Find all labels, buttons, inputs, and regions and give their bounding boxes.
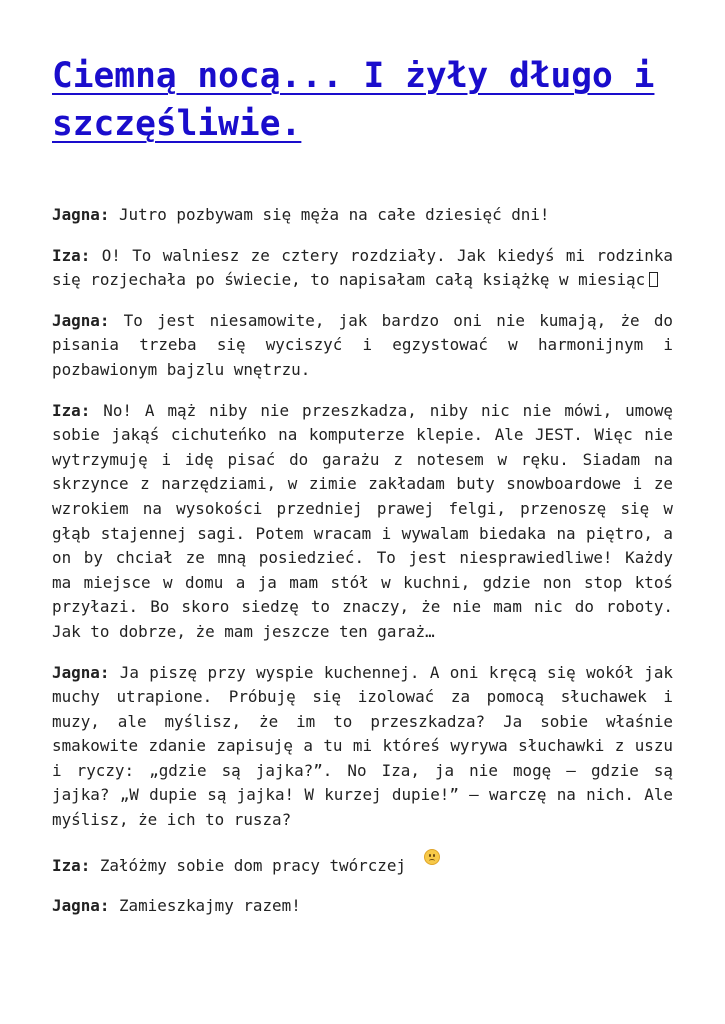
dialog-text: Ja piszę przy wyspie kuchennej. A oni kręcą się wokół jak muchy utrapione. Próbuję się izolować za pomocą słuchawek i muzy, ale myślisz, że im to przeszkadza? Ja sobie właśnie smakowite zdanie zapisuję a tu mi któreś wyrywa słuchawki z uszu i ryczy: „gdzie są jajka?”. No Iza, ja nie mogę – gdzie są jajka? „W dupie są jajka! W kurzej dupie!” – warczę na nich. Ale myślisz, że ich to rusza? (52, 662, 673, 830)
dialog-text: O! To walniesz ze cztery rozdziały. Jak kiedyś mi rodzinka się rozjechała po świecie, to napisałam całą książkę w miesiąc (52, 245, 673, 290)
dialog-line-7 (52, 894, 673, 919)
dialog-line-3 (52, 309, 673, 383)
speaker-label: Jagna: (52, 310, 110, 330)
sad-face-emoji-icon (424, 849, 440, 865)
speaker-label: Iza: (52, 855, 91, 875)
dialog-text: Zamieszkajmy razem! (118, 896, 301, 916)
missing-glyph-icon (649, 272, 658, 287)
speaker-label: Jagna: (52, 662, 110, 682)
speaker-label: Iza: (52, 245, 91, 265)
dialog-line-2 (52, 244, 673, 293)
speaker-label: Jagna: (52, 896, 110, 916)
speaker-label: Jagna: (52, 205, 110, 224)
dialog-content (52, 203, 673, 919)
speaker-label: Iza: (52, 400, 91, 420)
dialog-line-1 (52, 203, 673, 228)
dialog-line-4 (52, 399, 673, 645)
dialog-line-5 (52, 661, 673, 833)
article (52, 52, 673, 935)
dialog-line-6 (52, 849, 673, 879)
dialog-text: To jest niesamowite, jak bardzo oni nie kumają, że do pisania trzeba się wyciszyć i egzystować w harmonijnym i pozbawionym bajzlu wnętrzu. (52, 310, 673, 379)
dialog-text: Załóżmy sobie dom pracy twórczej (99, 855, 407, 875)
title-link[interactable]: Ciemną nocą... I żyły długo i szczęśliwie. (52, 56, 655, 144)
page-title (52, 52, 673, 148)
dialog-text: No! A mąż niby nie przeszkadza, niby nic nie mówi, umowę sobie jakąś cichuteńko na komputerze klepie. Ale JEST. Więc nie wytrzymuję i idę pisać do garażu z notesem w ręku. Siadam na skrzynce z narzędziami, w zimie zakładam buty snowboardowe i ze wzrokiem na wysokości przedniej prawej felgi, przenoszę się w głąb stajennej sagi. Potem wracam i wywalam biedaka na piętro, a on by chciał ze mną posiedzieć. To jest niesprawiedliwe! Każdy ma miejsce w domu a ja mam stół w kuchni, gdzie non stop ktoś przyłazi. Bo skoro siedzę to znaczy, że nie mam nic do roboty. Jak to dobrze, że mam jeszcze ten garaż… (52, 400, 673, 641)
dialog-text: Jutro pozbywam się męża na całe dziesięć dni! (118, 205, 550, 224)
